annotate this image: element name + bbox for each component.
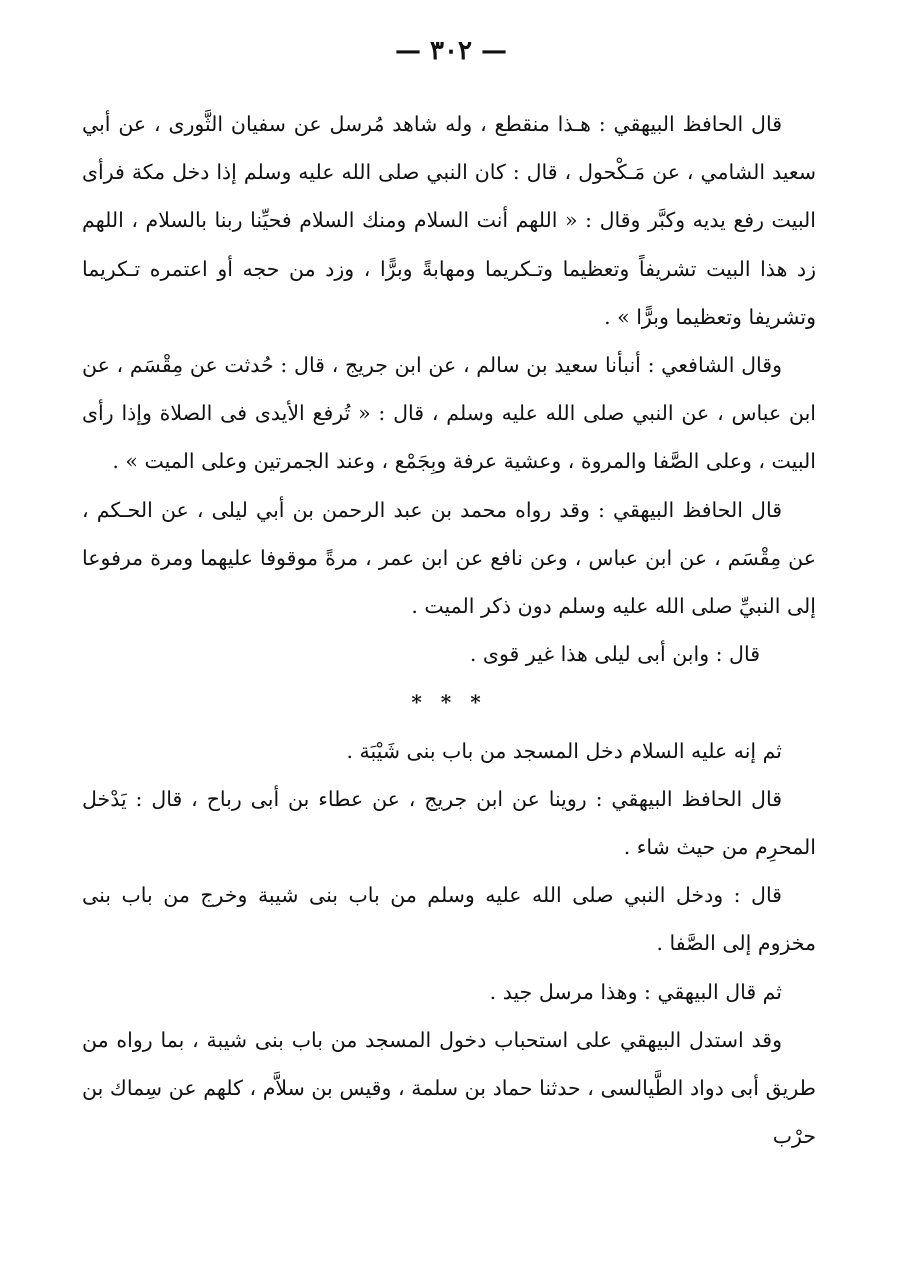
body-text: [82, 100, 816, 1160]
paragraph-ibn-abi-layla-weak: قال : وابن أبى ليلى هذا غير قوى .: [469, 642, 760, 667]
paragraph-ibn-jurayj: قال الحافظ البيهقي : روينا عن ابن جريج ، عن عطاء بن أبى رباح ، قال : يَدْخل المحرِم من حيث شاء .: [82, 786, 816, 860]
paragraph-bab-bani-shayba: ثم إنه عليه السلام دخل المسجد من باب بنى شَيْبَة .: [346, 738, 782, 763]
paragraph-istidlal: وقد استدل البيهقي على استحباب دخول المسجد من باب بنى شيبة ، بما رواه من طريق أبى دواد الطَّيالسى ، حدثنا حماد بن سلمة ، وقيس بن سلاَّم ، كلهم عن سِماك بن حرْب: [82, 1027, 816, 1149]
paragraph-shafii: وقال الشافعي : أنبأنا سعيد بن سالم ، عن ابن جريج ، قال : حُدثت عن مِقْسَم ، عن ابن عباس ، عن النبي صلى الله عليه وسلم ، قال : « تُرفع الأيدى فى الصلاة وإذا رأى البيت ، وعلى الصَّفا والمروة ، وعشية عرفة وبِجَمْع ، وعند الجمرتين وعلى الميت » .: [82, 353, 816, 474]
paragraph-mursal-jayyid: ثم قال البيهقي : وهذا مرسل جيد .: [489, 979, 782, 1004]
paragraph-bayhaqi-munqati: قال الحافظ البيهقي : هـذا منقطع ، وله شاهد مُرسل عن سفيان الثَّورى ، عن أبي سعيد الشامي ، عن مَـكْحول ، قال : كان النبي صلى الله عليه وسلم إذا دخل مكة فرأى البيت رفع يديه وكبَّر وقال : « اللهم أنت السلام ومنك السلام فحيِّنا ربنا بالسلام ، اللهم زد هذا البيت تشريفاً وتعظيما وتـكريما ومهابةً وبرًّا ، وزد من حجه أو اعتمره تـكريما وتشريفا وتعظيما وبرًّا » .: [82, 112, 816, 329]
section-separator: * * *: [411, 690, 487, 715]
paragraph-ibn-abi-layla-riwaya: قال الحافظ البيهقي : وقد رواه محمد بن عبد الرحمن بن أبي ليلى ، عن الحـكم ، عن مِقْسَم ، عن ابن عباس ، وعن نافع عن ابن عمر ، مرةً موقوفا عليهما ومرة مرفوعا إلى النبيِّ صلى الله عليه وسلم دون ذكر الميت .: [82, 497, 816, 619]
paragraph-dakhala-nabi: قال : ودخل النبي صلى الله عليه وسلم من باب بنى شيبة وخرج من باب بنى مخزوم إلى الصَّفا .: [82, 883, 816, 956]
page-number: — ٣٠٢ —: [394, 36, 508, 66]
